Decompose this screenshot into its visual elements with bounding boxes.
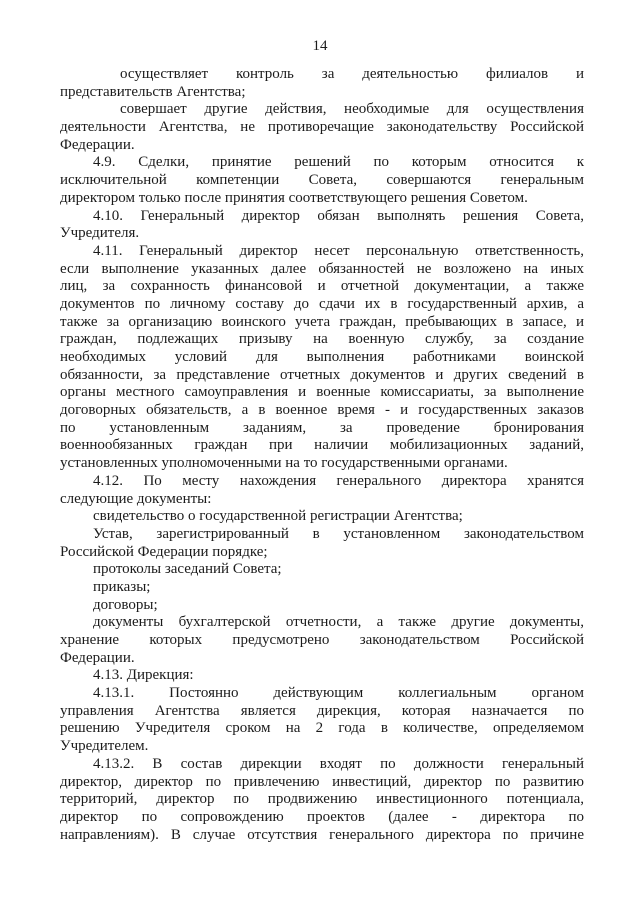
text-line: Российской Федерации порядке; xyxy=(60,543,268,560)
text-line: решению Учредителя сроком на 2 года в количестве, определяемом xyxy=(60,720,584,737)
text-line: военнообязанных граждан при наличии мобилизационных заданий, xyxy=(60,437,584,454)
text-line: директором только после принятия соответствующего решения Советом. xyxy=(60,189,528,206)
paragraph xyxy=(60,561,584,579)
text-line: свидетельство о государственной регистрации Агентства; xyxy=(93,508,463,525)
paragraph xyxy=(60,208,584,243)
text-line: 4.12. По месту нахождения генерального директора хранятся xyxy=(93,472,584,489)
text-line: документов по личному составу до сдачи их в государственный архив, а xyxy=(60,295,584,312)
text-line: деятельности Агентства, не противоречащие законодательству Российской xyxy=(60,119,584,136)
text-line: 4.11. Генеральный директор несет персональную ответственность, xyxy=(93,242,584,259)
paragraph xyxy=(60,154,584,207)
paragraph xyxy=(60,614,584,667)
text-line: установленных уполномоченными на то государственными органами. xyxy=(60,455,508,472)
text-line: договоры; xyxy=(93,596,158,613)
text-line: территорий, директор по продвижению инвестиционного потенциала, xyxy=(60,791,584,808)
text-line: директор по сопровождению проектов (далее - директора по xyxy=(60,808,584,825)
paragraph xyxy=(60,597,584,615)
paragraph xyxy=(60,526,584,561)
text-line: Учредителем. xyxy=(60,738,149,755)
text-line: директор, директор по привлечению инвестиций, директор по развитию xyxy=(60,773,584,790)
text-line: 4.13. Дирекция: xyxy=(93,667,194,684)
text-line: Федерации. xyxy=(60,136,135,153)
text-line: граждан, подлежащих призыву на военную службу, за создание xyxy=(60,331,584,348)
text-line: документы бухгалтерской отчетности, а также другие документы, xyxy=(93,614,584,631)
text-line: направлениям). В случае отсутствия генерального директора по причине xyxy=(60,826,584,843)
text-line: обязанности, за представление отчетных документов и других сведений в xyxy=(60,366,584,383)
text-line: 4.10. Генеральный директор обязан выполнять решения Совета, xyxy=(93,207,584,224)
text-line: Устав, зарегистрированный в установленном законодательством xyxy=(93,525,584,542)
paragraph xyxy=(60,508,584,526)
paragraph xyxy=(60,579,584,597)
text-line: если выполнение указанных далее обязанностей не возложено на иных xyxy=(60,260,584,277)
text-line: органы местного самоуправления и военные комиссариаты, за выполнение xyxy=(60,384,584,401)
text-line: 4.9. Сделки, принятие решений по которым относится к xyxy=(93,154,584,171)
text-line: осуществляет контроль за деятельностью филиалов и xyxy=(120,66,584,82)
text-line: исключительной компетенции Совета, совершаются генеральным xyxy=(60,172,584,189)
text-line: приказы; xyxy=(93,578,151,595)
text-line: Учредителя. xyxy=(60,225,140,242)
paragraph xyxy=(60,66,584,101)
text-line: 4.13.2. В состав дирекции входят по должности генеральный xyxy=(93,755,584,772)
text-line: хранение которых предусмотрено законодательством Российской xyxy=(60,632,584,648)
text-line: совершает другие действия, необходимые для осуществления xyxy=(120,101,584,118)
text-line: по установленным заданиям, за проведение бронирования xyxy=(60,419,584,436)
text-line: представительств Агентства; xyxy=(60,83,246,100)
page-number: 14 xyxy=(312,38,328,54)
paragraph xyxy=(60,101,584,154)
paragraph xyxy=(60,667,584,685)
text-line: 4.13.1. Постоянно действующим коллегиальным органом xyxy=(93,685,584,702)
text-line: договорных обязательств, а в военное время - и государственных заказов xyxy=(60,402,584,419)
text-line: лиц, за сохранность финансовой и отчетной документации, а также xyxy=(60,278,584,295)
paragraph xyxy=(60,473,584,508)
text-line: протоколы заседаний Совета; xyxy=(93,561,282,578)
text-line: необходимых условий для выполнения работниками воинской xyxy=(60,349,584,365)
text-line: также за организацию воинского учета граждан, пребывающих в запасе, и xyxy=(60,313,584,330)
paragraph xyxy=(60,685,584,756)
text-line: Федерации. xyxy=(60,649,135,666)
text-line: управления Агентства является дирекция, которая назначается по xyxy=(60,702,584,719)
text-block xyxy=(60,66,584,844)
paragraph xyxy=(60,756,584,844)
paragraph xyxy=(60,243,584,473)
text-line: следующие документы: xyxy=(60,490,212,507)
